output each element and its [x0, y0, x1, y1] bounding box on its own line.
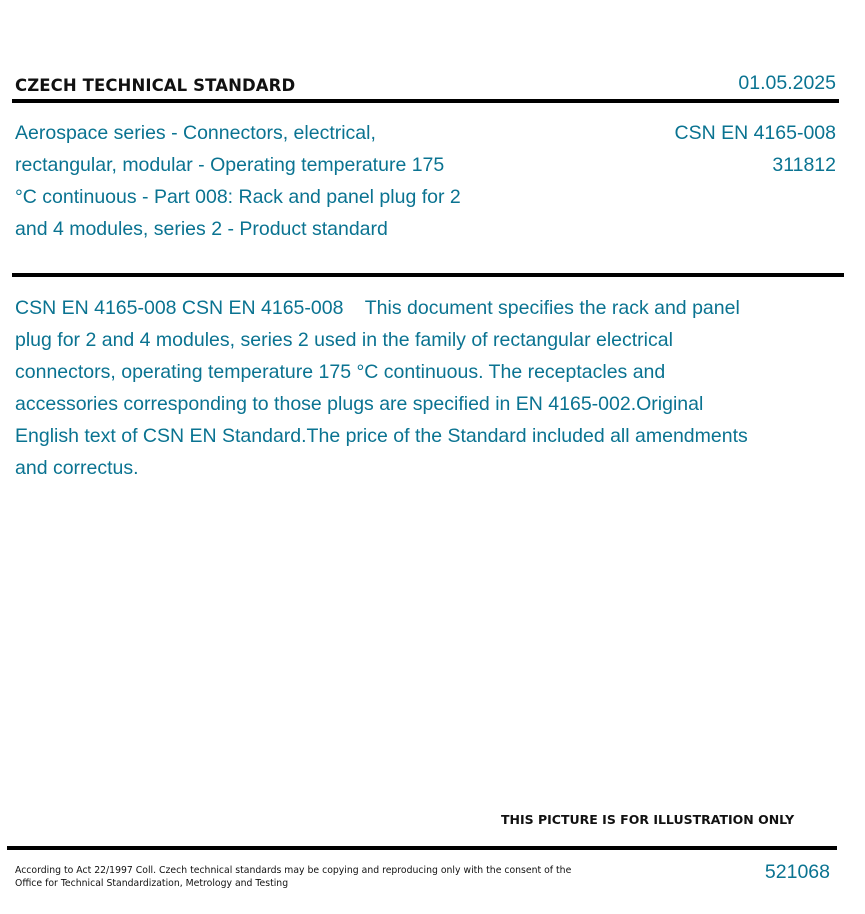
- standard-title: Aerospace series - Connectors, electrical, rectangular, modular - Operating temperature 175 °C continuous - Part 008: Rack and panel plug for 2 and 4 modules, series 2 - Product standard: [15, 122, 461, 240]
- standard-codes: [674, 117, 836, 181]
- document-type-label: CZECH TECHNICAL STANDARD: [15, 76, 296, 95]
- document-id: 521068: [764, 861, 830, 883]
- title-divider: [12, 273, 844, 277]
- illustration-note: THIS PICTURE IS FOR ILLUSTRATION ONLY: [501, 812, 795, 827]
- footer-divider: [7, 846, 837, 850]
- legal-note: According to Act 22/1997 Coll. Czech technical standards may be copying and reproducing only with the consent of the Office for Technical Standardization, Metrology and Testing: [15, 865, 572, 889]
- publication-date: 01.05.2025: [738, 72, 836, 94]
- standard-description: CSN EN 4165-008 CSN EN 4165-008 This document specifies the rack and panel plug for 2 and 4 modules, series 2 used in the family of rectangular electrical connectors, operating temperature 175 °C continuous. The receptacles and accessories corresponding to those plugs are specified in EN 4165-002.Original English text of CSN EN Standard.The price of the Standard included all amendments and correctus.: [15, 297, 748, 479]
- standard-code: CSN EN 4165-008: [674, 122, 836, 144]
- catalog-number: 311812: [772, 154, 836, 176]
- header-divider: [12, 99, 839, 103]
